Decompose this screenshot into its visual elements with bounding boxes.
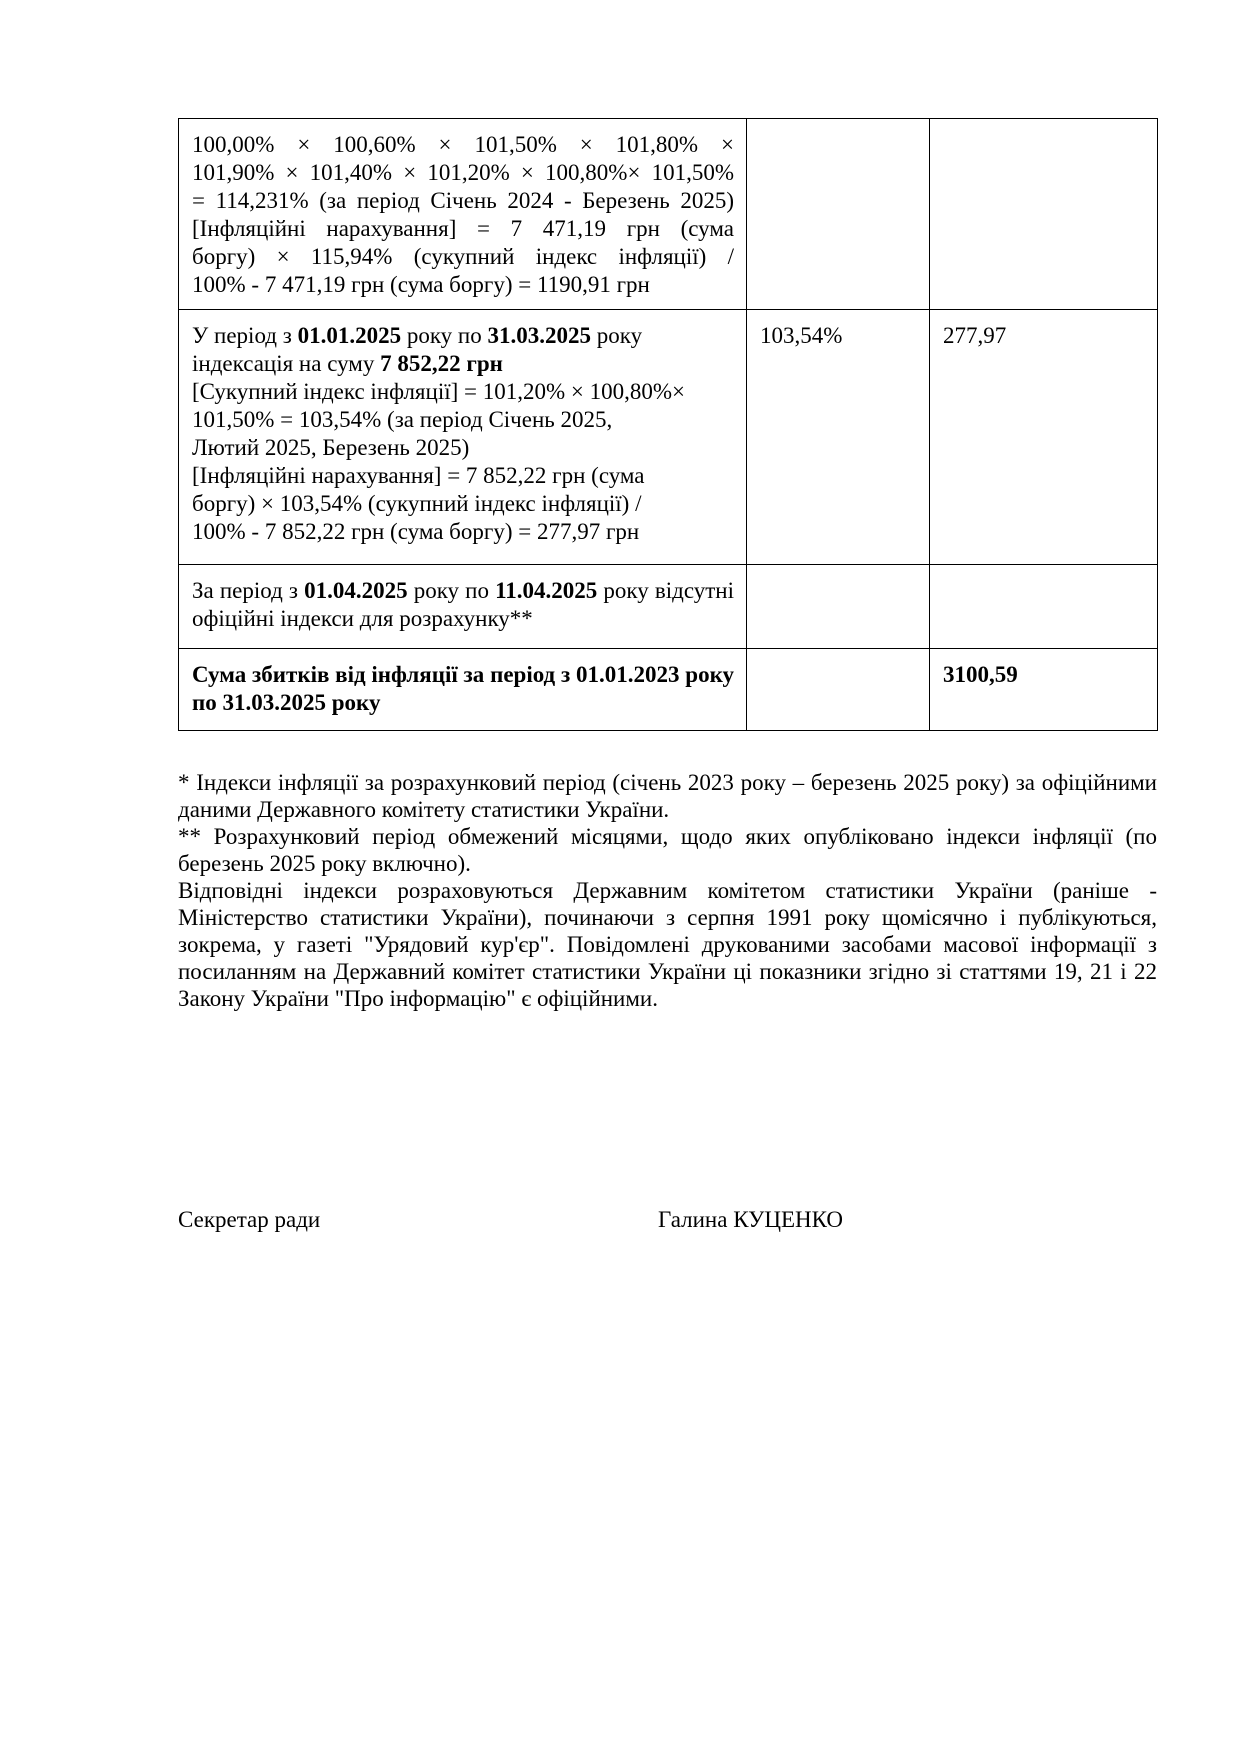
calc-line: [Інфляційні нарахування] = 7 471,19 грн (сума xyxy=(192,216,734,241)
period-date-from: 01.01.2025 xyxy=(297,323,402,348)
period-line xyxy=(192,322,734,350)
calc-line: 101,50% = 103,54% (за період Січень 2025, xyxy=(192,407,613,432)
table-row xyxy=(179,119,1158,310)
period-date-from: 01.04.2025 xyxy=(304,578,408,603)
index-cell xyxy=(747,565,930,649)
calculation-description-cell xyxy=(179,565,747,649)
note-official-indices: Відповідні індекси розраховуються Державним комітетом статистики України (раніше - Міністерство статистики України), починаючи з серпня 1991 року щомісячно і публікуються, зокрема, у газеті "Урядовий кур'єр". Повідомлені друкованими засобами масової інформації з посиланням на Державний комітет статистики України ці показники згідно зі статтями 19, 21 і 22 Закону України "Про інформацію" є офіційними. xyxy=(178,878,1157,1011)
index-cell: 103,54% xyxy=(747,310,930,565)
calc-line: Лютий 2025, Березень 2025) xyxy=(192,435,470,460)
period-date-to: 31.03.2025 xyxy=(487,323,591,348)
total-label: Сума збитків від інфляції за період з 01.01.2023 року по 31.03.2025 року xyxy=(192,662,734,715)
calc-line: 100,00% × 100,60% × 101,50% × 101,80% × xyxy=(192,132,734,157)
total-amount-cell xyxy=(930,649,1158,731)
indexation-prefix: індексація на суму xyxy=(192,351,381,376)
calc-line: 100% - 7 852,22 грн (сума боргу) = 277,97 грн xyxy=(192,519,640,544)
period-mid: року по xyxy=(401,323,488,348)
signature-name: Галина КУЦЕНКО xyxy=(658,1207,843,1232)
period-prefix: У період з xyxy=(192,323,298,348)
index-cell xyxy=(747,119,930,310)
calculation-description-cell xyxy=(179,310,747,565)
index-cell xyxy=(747,649,930,731)
footnotes xyxy=(178,769,1157,1012)
total-label-cell xyxy=(179,649,747,731)
period-mid: року по xyxy=(407,578,496,603)
amount-cell: 277,97 xyxy=(930,310,1158,565)
indexation-sum-line xyxy=(192,350,734,378)
calculation-description-cell xyxy=(179,119,747,310)
indexation-sum: 7 852,22 грн xyxy=(380,351,503,376)
signature-role: Секретар ради xyxy=(178,1207,321,1232)
amount-cell xyxy=(930,565,1158,649)
amount-cell xyxy=(930,119,1158,310)
total-amount: 3100,59 xyxy=(943,662,1018,687)
table-row-total xyxy=(179,649,1158,731)
table-row xyxy=(179,310,1158,565)
calc-line: = 114,231% (за період Січень 2024 - Березень 2025) xyxy=(192,188,734,213)
period-suffix: року відсутні офіційні індекси для розрахунку** xyxy=(192,578,734,631)
calc-line: боргу) × 115,94% (сукупний індекс інфляції) / xyxy=(192,244,734,269)
calc-line: [Сукупний індекс інфляції] = 101,20% × 100,80%× xyxy=(192,379,685,404)
period-date-to: 11.04.2025 xyxy=(495,578,598,603)
calc-line: [Інфляційні нарахування] = 7 852,22 грн (сума xyxy=(192,463,645,488)
calc-line: 101,90% × 101,40% × 101,20% × 100,80%× 101,50% xyxy=(192,160,734,185)
period-prefix: За період з xyxy=(192,578,305,603)
footnote-calculation-period: ** Розрахунковий період обмежений місяцями, щодо яких опубліковано індекси інфляції (по березень 2025 року включно). xyxy=(178,824,1157,876)
calc-line: боргу) × 103,54% (сукупний індекс інфляції) / xyxy=(192,491,642,516)
inflation-calculation-table xyxy=(178,118,1158,731)
calc-line: 100% - 7 471,19 грн (сума боргу) = 1190,91 грн xyxy=(192,272,650,297)
period-suffix: року xyxy=(591,323,643,348)
table-row xyxy=(179,565,1158,649)
footnote-inflation-indices: * Індекси інфляції за розрахунковий період (січень 2023 року – березень 2025 року) за офіційними даними Державного комітету статистики України. xyxy=(178,770,1157,822)
